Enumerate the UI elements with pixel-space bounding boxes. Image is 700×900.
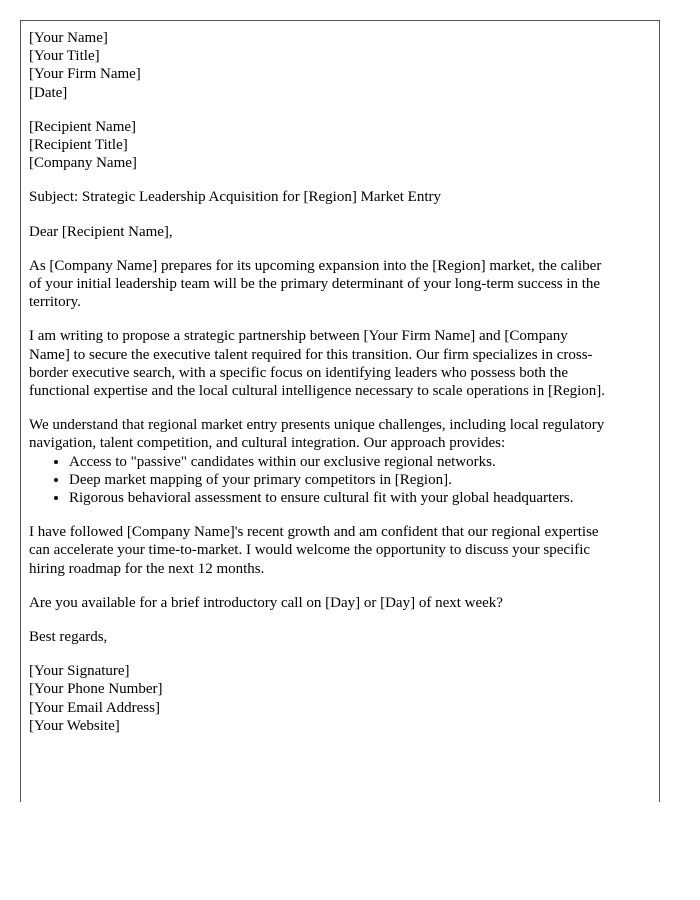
recipient-company: [Company Name] [29, 155, 137, 172]
signature-phone: [Your Phone Number] [29, 681, 163, 698]
recipient-name: [Recipient Name] [29, 118, 137, 135]
recipient-block [29, 118, 609, 173]
list-item: • Deep market mapping of your primary competitors in [Region]. [69, 471, 609, 489]
approach-list [29, 453, 609, 508]
sender-block [29, 29, 609, 102]
paragraph-call-request: Are you available for a brief introductory call on [Day] or [Day] of next week? [29, 594, 503, 611]
recipient-title: [Recipient Title] [29, 137, 128, 154]
sender-name: [Your Name] [29, 30, 108, 46]
signature-email: [Your Email Address] [29, 699, 160, 716]
letter-body [29, 29, 609, 751]
paragraph-followup: I have followed [Company Name]'s recent growth and am confident that our regional expertise can accelerate your time-to-market. I would welcome the opportunity to discuss your specific hiring roadmap for the next 12 months. [29, 524, 599, 577]
subject-line: Subject: Strategic Leadership Acquisition for [Region] Market Entry [29, 189, 441, 206]
signature: [Your Signature] [29, 663, 130, 680]
list-item: • Rigorous behavioral assessment to ensure cultural fit with your global headquarters. [69, 489, 609, 507]
sender-title: [Your Title] [29, 48, 100, 65]
signature-block [29, 662, 609, 735]
greeting: Dear [Recipient Name], [29, 223, 173, 240]
sender-firm: [Your Firm Name] [29, 66, 141, 83]
paragraph-intro: As [Company Name] prepares for its upcoming expansion into the [Region] market, the caliber of your initial leadership team will be the primary determinant of your long-term success in the territory. [29, 257, 602, 311]
letter-date: [Date] [29, 84, 68, 101]
signature-website: [Your Website] [29, 717, 120, 734]
paragraph-approach: We understand that regional market entry presents unique challenges, including local regulatory navigation, talent competition, and cultural integration. Our approach provides: [29, 417, 605, 452]
paragraph-proposal: I am writing to propose a strategic partnership between [Your Firm Name] and [Company Name] to secure the executive talent required for this transition. Our firm specializes in cross-border executive search, with a specific focus on identifying leaders who possess both the functional expertise and the local cultural intelligence necessary to scale operations in [Region]. [29, 328, 606, 400]
signoff: Best regards, [29, 629, 108, 646]
list-item: • Access to "passive" candidates within our exclusive regional networks. [69, 453, 609, 471]
